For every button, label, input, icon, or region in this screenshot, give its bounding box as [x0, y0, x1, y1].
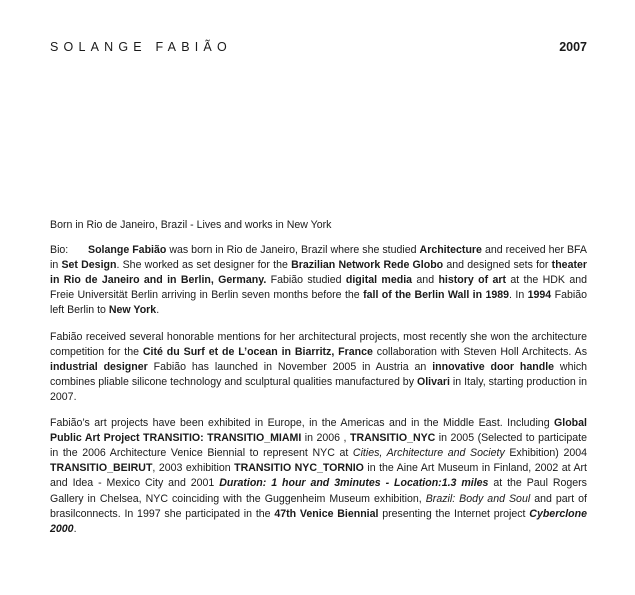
emphasized-text: fall of the Berlin Wall in 1989: [363, 289, 510, 302]
page-header: [50, 40, 587, 60]
text-run: collaboration with Steven Holl Architects. As: [372, 345, 587, 358]
text-run: and: [412, 274, 439, 287]
emphasized-text: history of art: [438, 274, 506, 287]
text-run: presenting the Internet project: [378, 507, 530, 520]
paragraph-runs: [50, 417, 587, 535]
emphasized-text: theater in Rio de Janeiro and in Berlin, Germany.: [50, 259, 587, 287]
text-run: Fabião’s art projects have been exhibited in Europe, in the Americas and in the Middle East. Including: [50, 417, 555, 430]
text-run: . She worked as set designer for the: [116, 259, 292, 272]
emphasized-text: Cité du Surf et de L’ocean in Biarritz, France: [142, 345, 373, 358]
text-run: in Italy, starting production in 2007.: [50, 375, 587, 403]
paragraph-runs: [50, 331, 587, 403]
text-run: .: [156, 304, 160, 317]
emphasized-text: digital media: [345, 274, 413, 287]
emphasized-text: Olivari: [416, 375, 450, 388]
text-run: , 2003 exhibition: [152, 462, 235, 475]
emphasized-text: Cities, Architecture and Society: [352, 447, 505, 460]
paragraph-runs: [50, 244, 587, 316]
emphasized-text: TRANSITIO_NYC: [349, 432, 436, 445]
text-run: at the HDK and Freie Universität Berlin arriving in Berlin seven months before the: [50, 274, 587, 302]
emphasized-text: New York: [108, 304, 157, 317]
text-run: was born in Rio de Janeiro, Brazil where she studied: [166, 244, 420, 257]
text-run: Exhibition) 2004: [504, 447, 588, 460]
emphasized-text: innovative door handle: [432, 360, 555, 373]
design-paragraph: [50, 330, 587, 405]
text-run: Fabião received several honorable mentions for her architectural projects, most recently she won the architecture competition for the: [50, 330, 587, 358]
text-run: and received her BFA in: [50, 244, 587, 272]
emphasized-text: industrial designer: [50, 360, 148, 373]
born-line: Born in Rio de Janeiro, Brazil - Lives and works in New York: [50, 219, 332, 231]
emphasized-text: Architecture: [419, 244, 482, 257]
emphasized-text: Brazilian Network Rede Globo: [291, 259, 444, 272]
art-projects-paragraph: [50, 416, 587, 537]
emphasized-text: Cyberclone 2000: [50, 507, 587, 535]
emphasized-text: Global Public Art Project TRANSITIO: TRANSITIO_MIAMI: [50, 417, 587, 445]
text-run: and part of brasilconnects. In 1997 she participated in the: [50, 492, 587, 520]
text-run: at the Paul Rogers Gallery in Chelsea, NYC coinciding with the Guggenheim Museum exhibition,: [50, 477, 587, 505]
bio-paragraph: [50, 243, 587, 318]
bio-label: Bio:: [50, 244, 69, 257]
emphasized-text: 47th Venice Biennial: [274, 507, 379, 520]
emphasized-text: Duration: 1 hour and 3minutes - Location:1.3 miles: [219, 477, 489, 490]
emphasized-text: 1994: [527, 289, 552, 302]
emphasized-text: TRANSITIO_BEIRUT: [50, 462, 153, 475]
text-run: .: [73, 522, 77, 535]
text-run: in 2006 ,: [301, 432, 350, 445]
text-run: Fabião left Berlin to: [50, 289, 587, 317]
emphasized-text: TRANSITIO NYC_TORNIO: [234, 462, 364, 475]
text-run: which combines pliable silicone technology and sculptural qualities manufactured by: [50, 360, 588, 388]
text-run: in 2005 (Selected to participate in the 2006 Architecture Venice Biennial to represent NYC at: [50, 432, 587, 460]
text-run: and designed sets for: [443, 259, 552, 272]
year: 2007: [559, 40, 587, 54]
text-run: Fabião has launched in November 2005 in Austria an: [147, 360, 433, 373]
biography: [50, 218, 587, 548]
text-run: Fabião studied: [266, 274, 346, 287]
emphasized-text: Solange Fabião: [88, 244, 167, 257]
emphasized-text: Brazil: Body and Soul: [425, 492, 531, 505]
artist-name: SOLANGE FABIÃO: [50, 40, 232, 54]
text-run: in the Aine Art Museum in Finland, 2002 at Art and Idea - Mexico City and 2001: [50, 462, 587, 490]
text-run: . In: [509, 289, 528, 302]
emphasized-text: Set Design: [61, 259, 117, 272]
